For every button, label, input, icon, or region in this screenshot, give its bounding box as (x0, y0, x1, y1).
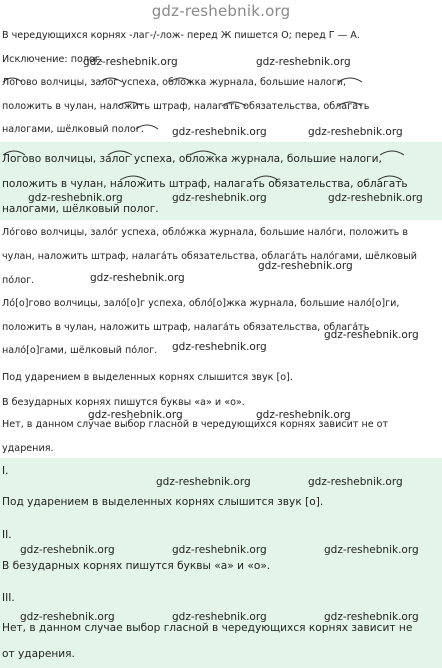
rule-text: В чередующихся корнях -лаг-/-лож- перед Ж пишется О; перед Г — А. (2, 30, 360, 41)
exercise-text-line: налогами, шёлковый полог. (2, 203, 159, 215)
watermark: gdz-reshebnik.org (28, 192, 123, 204)
answer-number-1: I. (2, 465, 9, 477)
watermark: gdz-reshebnik.org (172, 611, 267, 623)
exercise-text-line: нало́[о]гами, шёлковый по́лог. (2, 345, 158, 356)
watermark: gdz-reshebnik.org (256, 409, 351, 421)
watermark: gdz-reshebnik.org (172, 126, 267, 138)
watermark: gdz-reshebnik.org (172, 192, 267, 204)
answer-3-cont: ударения. (2, 443, 54, 454)
exercise-text-line: налогами, шёлковый полог. (2, 124, 144, 135)
exercise-text-line: положить в чулан, наложить штраф, налага́ть обязательства, облага́ть (2, 322, 370, 333)
rule-exception: Исключение: полог. (2, 54, 103, 65)
answer-large-1: Под ударением в выделенных корнях слышится звук [о]. (2, 496, 324, 508)
exercise-text-line: Логово волчицы, залог успеха, обложка журнала, большие налоги, (2, 77, 347, 88)
watermark: gdz-reshebnik.org (324, 544, 419, 556)
watermark: gdz-reshebnik.org (324, 611, 419, 623)
exercise-text-line: Ло́[о]гово волчицы, зало́[о]г успеха, обло́[о]жка журнала, большие нало́[о]ги, (2, 298, 400, 309)
exercise-text-line: Логово волчицы, залог успеха, обложка журнала, большие налоги, (2, 153, 382, 165)
answer-large-2: В безударных корнях пишутся буквы «а» и «о». (2, 560, 271, 572)
answer-1: Под ударением в выделенных корнях слышится звук [о]. (2, 372, 293, 383)
exercise-text-line: Ло́гово волчицы, зало́г успеха, обло́жка журнала, большие нало́ги, положить в (2, 227, 409, 238)
answer-large-3-cont: от ударения. (2, 648, 75, 660)
watermark: gdz-reshebnik.org (156, 476, 251, 488)
watermark: gdz-reshebnik.org (90, 272, 185, 284)
watermark: gdz-reshebnik.org (83, 56, 178, 68)
answer-2: В безударных корнях пишутся буквы «а» и «о». (2, 397, 245, 408)
watermark: gdz-reshebnik.org (20, 544, 115, 556)
watermark: gdz-reshebnik.org (308, 126, 403, 138)
watermark: gdz-reshebnik.org (172, 341, 267, 353)
answer-number-3: III. (2, 592, 15, 604)
answer-large-3: Нет, в данном случае выбор гласной в чередующихся корнях зависит не (2, 622, 413, 634)
watermark: gdz-reshebnik.org (20, 611, 115, 623)
watermark: gdz-reshebnik.org (258, 260, 353, 272)
watermark: gdz-reshebnik.org (88, 409, 183, 421)
exercise-text-line: положить в чулан, наложить штраф, налагать обязательства, облагать (2, 178, 408, 190)
exercise-text-line: положить в чулан, наложить штраф, налагать обязательства, облагать (2, 101, 370, 112)
answer-3: Нет, в данном случае выбор гласной в чередующихся корнях зависит не от (2, 419, 389, 430)
watermark: gdz-reshebnik.org (328, 192, 423, 204)
watermark: gdz-reshebnik.org (308, 476, 403, 488)
watermark: gdz-reshebnik.org (172, 544, 267, 556)
exercise-text-line: чулан, наложить штраф, налага́ть обязательства, облага́ть нало́гами, шёлковый (2, 251, 417, 262)
watermark: gdz-reshebnik.org (324, 329, 419, 341)
root-marks-block1 (0, 70, 442, 130)
site-watermark-title: gdz-reshebnik.org (151, 2, 291, 20)
exercise-text-line: по́лог. (2, 275, 35, 286)
answer-number-2: II. (2, 529, 12, 541)
watermark: gdz-reshebnik.org (256, 56, 351, 68)
